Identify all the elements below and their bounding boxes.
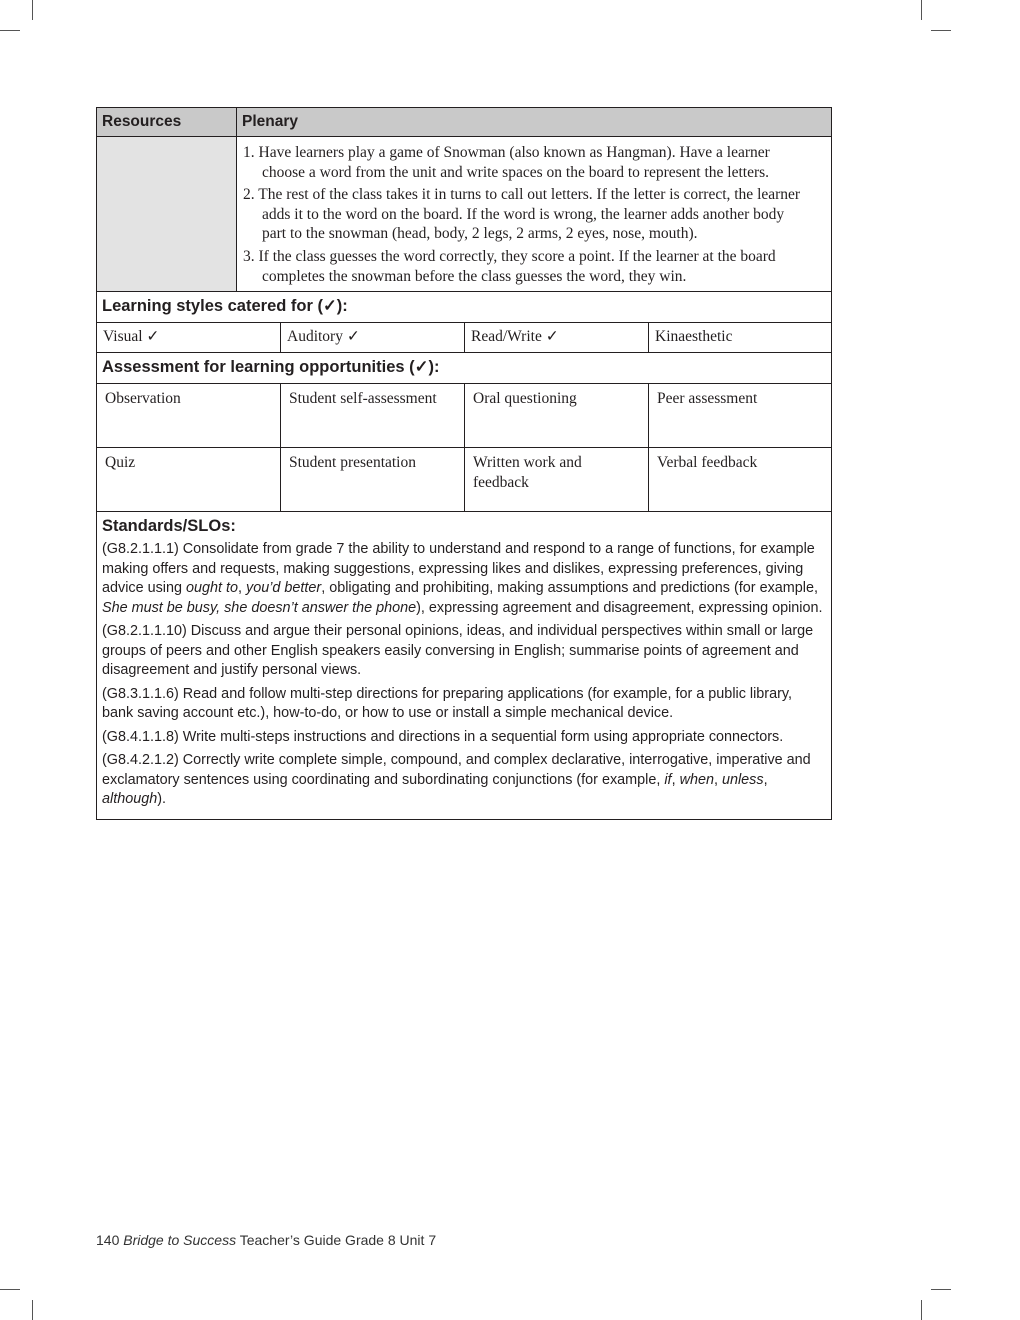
standard-text: ). [157, 791, 167, 808]
page-footer [96, 1232, 436, 1248]
learning-style-kinaesthetic: Kinaesthetic [655, 328, 733, 346]
book-title: Bridge to Success [123, 1232, 237, 1248]
assessment-cell: Oral questioning [465, 384, 649, 447]
crop-mark [0, 30, 20, 31]
standard-text: , [763, 771, 768, 788]
standard-text: if [664, 771, 672, 788]
plenary-step: 2. The rest of the class takes it in turns to call out letters. If the letter is correct, the learner adds it to the word on the board. If the word is wrong, the learner adds another body part to the snowman (head, body, 2 legs, 2 arms, 2 eyes, nose, mouth). [243, 186, 801, 243]
standard-item [102, 751, 826, 810]
standard-text: when [679, 771, 714, 788]
crop-mark [0, 1289, 20, 1290]
assessment-cell: Quiz [97, 448, 281, 511]
lesson-plan-table [96, 107, 832, 820]
crop-mark [32, 0, 33, 20]
crop-mark [931, 1289, 951, 1290]
standard-text: , [238, 580, 247, 597]
assessment-header: Assessment for learning opportunities (✓): [97, 352, 831, 383]
learning-styles-header: Learning styles catered for (✓): [97, 291, 831, 322]
standard-item [102, 540, 826, 618]
standard-text: although [102, 791, 158, 808]
standard-text: unless [721, 771, 764, 788]
learning-style-auditory: Auditory ✓ [281, 323, 465, 352]
learning-styles-row [97, 322, 831, 352]
standard-text: , [713, 771, 722, 788]
standard-text: She must be busy, she doesn’t answer the phone [102, 599, 417, 616]
table-header-row [97, 108, 831, 136]
standard-text: ), expressing agreement and disagreement, expressing opinion. [416, 599, 823, 616]
standards-list [97, 539, 831, 819]
assessment-row [97, 383, 831, 447]
crop-mark [921, 0, 922, 20]
assessment-cell: Peer assessment [657, 390, 758, 408]
plenary-step: 1. Have learners play a game of Snowman (also known as Hangman). Have a learner choose a word from the unit and write spaces on the board to represent the letters. [243, 144, 770, 181]
standard-item [102, 685, 826, 724]
standard-item [102, 622, 826, 681]
standard-text: ought to [186, 580, 239, 597]
learning-style-visual: Visual ✓ [97, 323, 281, 352]
plenary-steps [237, 137, 831, 291]
learning-style-read-write: Read/Write ✓ [465, 323, 649, 352]
standard-text: (G8.2.1.1.1) Consolidate from grade 7 the ability to understand and respond to a range of functions, for example making offers and requests, making suggestions, expressing likes and dislikes, expressing preferences, giving advice using [102, 541, 815, 597]
plenary-header: Plenary [242, 113, 299, 130]
standards-header: Standards/SLOs: [97, 511, 831, 539]
footer-subtitle: Teacher’s Guide Grade 8 Unit 7 [239, 1232, 437, 1248]
assessment-cell: Student presentation [281, 448, 465, 511]
assessment-cell: Written work and feedback [465, 448, 649, 511]
standard-text: (G8.2.1.1.10) Discuss and argue their personal opinions, ideas, and individual perspectives within small or large groups of peers and other English speakers easily conversing in English; summarise points of agreement and disagreement and justify personal views. [102, 623, 814, 679]
assessment-cell: Observation [97, 384, 281, 447]
standard-text: you’d better [246, 580, 322, 597]
plenary-step: 3. If the class guesses the word correctly, they score a point. If the learner at the board completes the snowman before the class guesses the word, they win. [243, 247, 776, 285]
plenary-row [97, 136, 831, 291]
page-number: 140 [96, 1232, 120, 1248]
standard-text: (G8.3.1.1.6) Read and follow multi-step directions for preparing applications (for example, for a public library, bank saving account etc.), how-to-do, or how to use or install a simple mechanical device. [102, 685, 793, 722]
resources-header: Resources [97, 108, 237, 136]
standard-text: (G8.4.1.1.8) Write multi-steps instructions and directions in a sequential form using appropriate connectors. [102, 728, 784, 745]
crop-mark [921, 1300, 922, 1320]
assessment-row [97, 447, 831, 511]
crop-mark [32, 1300, 33, 1320]
standard-text: (G8.4.2.1.2) Correctly write complete simple, compound, and complex declarative, interrogative, imperative and exclamatory sentences using coordinating and subordinating conjunctions (for example, [102, 752, 811, 788]
standard-text: , obligating and prohibiting, making assumptions and predictions (for example, [321, 580, 818, 597]
resources-cell [97, 137, 237, 291]
crop-mark [931, 30, 951, 31]
standard-item [102, 728, 826, 748]
standard-text: , [671, 771, 680, 788]
assessment-cell: Verbal feedback [657, 454, 758, 472]
assessment-cell: Student self-assessment [281, 384, 465, 447]
